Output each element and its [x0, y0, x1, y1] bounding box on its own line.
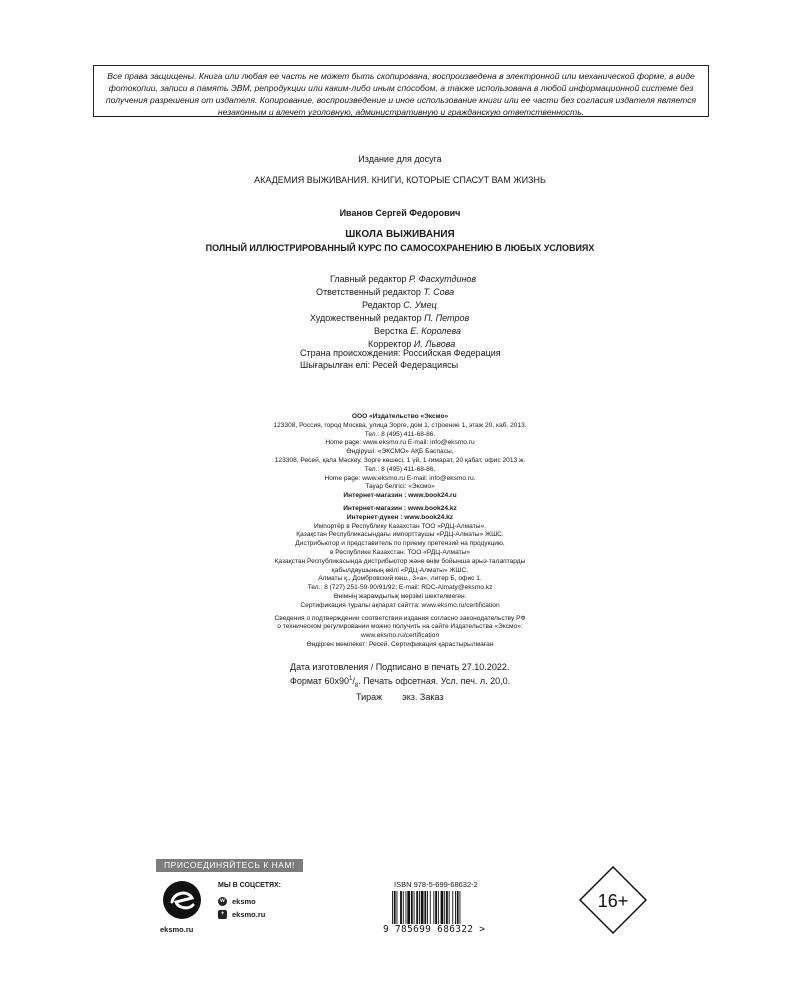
barcode-bar [433, 891, 434, 924]
print-run: Тираж экз. Заказ [356, 691, 444, 702]
age-rating-badge [578, 865, 648, 935]
editorial-credits [300, 273, 476, 351]
barcode-bar [444, 891, 445, 924]
barcode-bar [435, 891, 437, 924]
barcode-bar [460, 891, 461, 924]
imprint-line: www.eksmo.ru/certification [360, 632, 440, 640]
barcode-bar [406, 891, 407, 924]
barcode-bar [452, 891, 453, 924]
barcode-bar [455, 891, 456, 924]
barcode-bar [400, 891, 402, 924]
barcode-bar [411, 891, 413, 924]
imprint-line: Сертификация туралы ақпарат сайтта: www.eksmo.ru/certification [300, 601, 500, 609]
series-title: АКАДЕМИЯ ВЫЖИВАНИЯ. КНИГИ, КОТОРЫЕ СПАСУТ ВАМ ЖИЗНЬ [254, 175, 546, 185]
barcode-bar [427, 891, 428, 924]
imprint-line: Тел.: 8 (495) 411-68-86. [364, 465, 436, 473]
age-rating-text: 16+ [597, 891, 629, 911]
origin-ru: Страна происхождения: Российская Федерация [300, 348, 501, 358]
social-label: eksmo.ru [232, 910, 266, 919]
print-details [290, 662, 510, 703]
imprint-line: 123308, Россия, город Москва, улица Зорге, дом 1, строение 1, этаж 20, каб. 2013. [273, 421, 527, 429]
imprint-line: Алматы қ., Домбровский көш., 3«а», литер Б, офис 1. [318, 575, 482, 583]
imprint-line: Қазақстан Республикасындағы импорттаушы «РДЦ-Алматы» ЖШС. [296, 531, 504, 539]
social-label: eksmo [232, 897, 256, 906]
imprint-line: Импортёр в Республику Казахстан ТОО «РДЦ-Алматы». [314, 522, 486, 530]
imprint-line: Интернет-дүкен : www.book24.kz [346, 513, 454, 521]
social-vk[interactable] [218, 897, 256, 906]
credit-line: Корректор И. Львова [368, 339, 456, 349]
print-date: Дата изготовления / Подписано в печать 27.10.2022. [290, 662, 510, 672]
imprint-line: Интернет-магазин : www.book24.kz [343, 504, 457, 512]
imprint-line: Қазақстан Республикасында дистрибьютор және өнім бойынша арыз-талаптарды [274, 557, 526, 565]
site-url[interactable]: eksmo.ru [160, 925, 194, 934]
book-title: ШКОЛА ВЫЖИВАНИЯ [345, 229, 455, 240]
origin-kz: Шығарылған елі: Ресей Федерациясы [300, 360, 459, 370]
barcode-number: 9 785699 686322 > [383, 924, 486, 935]
barcode-bar [421, 891, 424, 924]
barcode-bar [430, 891, 431, 924]
print-format: Формат $60x90^1/_8$. Печать офсетная. Усл. печ. л. 20,0. [290, 675, 511, 689]
imprint-line: Home page: www.eksmo.ru E-mail: info@eksmo.ru [325, 439, 475, 447]
credit-line: Главный редактор Р. Фасхутдинов [330, 274, 477, 284]
imprint-line: қабылдаушының өкілі «РДЦ-Алматы» ЖШС, [331, 566, 469, 574]
imprint-line: Дистрибьютор и представитель по приему претензий на продукцию, [295, 540, 505, 548]
eksmo-logo-icon [162, 880, 202, 920]
barcode-bar [394, 891, 396, 924]
barcode-bar [407, 891, 410, 924]
barcode-bar [419, 891, 420, 924]
plus-icon: + [218, 910, 227, 919]
imprint-line: ООО «Издательство «Эксмо» [351, 413, 449, 420]
vk-icon: w [218, 897, 227, 906]
imprint-line: о техническом регулировании можно получить на сайте Издательства «Эксмо»: [277, 623, 523, 631]
country-of-origin [300, 347, 501, 371]
imprint-line: в Республике Казахстан: ТОО «РДЦ-Алматы» [329, 548, 471, 556]
imprint-line: Home page: www.eksmo.ru E-mail: info@eksmo.ru. [324, 474, 476, 482]
imprint-line: Тауар белгісі: «Эксмо» [365, 483, 435, 491]
publisher-imprint [0, 413, 800, 650]
imprint-line: Өнімнің жарамдылық мерзімі шектелмеген. [333, 592, 467, 600]
barcode-bar [392, 891, 393, 924]
join-us-banner: ПРИСОЕДИНЯЙТЕСЬ К НАМ! [156, 859, 303, 872]
credit-line: Редактор С. Умец [362, 300, 437, 310]
barcode-bar [438, 891, 439, 924]
social-site[interactable] [218, 910, 265, 919]
credit-line: Художественный редактор П. Петров [310, 313, 470, 323]
social-header: МЫ В СОЦСЕТЯХ: [218, 882, 282, 889]
credit-line: Ответственный редактор Т. Сова [316, 287, 455, 297]
barcode-icon [392, 891, 487, 924]
barcode-bar [457, 891, 459, 924]
copyright-notice: Все права защищены. Книга или любая ее часть не может быть скопирована, воспроизведена в электронной или механической форме, в виде фотокопии, записи в память ЭВМ, репродукции или каким-либо иным способом, а также использована в любой информационной системе без получения разрешения от издателя. Копирование, воспроизведение и иное использование книги или ее части без согласия издателя является незаконным и влечет уголовную, административную и гражданскую ответственность. [93, 65, 709, 117]
barcode-bar [414, 891, 415, 924]
credit-line: Верстка Е. Королева [374, 326, 462, 336]
barcode-bar [446, 891, 448, 924]
imprint-line: Интернет-магазин : www.book24.ru [343, 492, 457, 500]
author-name: Иванов Сергей Федорович [339, 208, 461, 218]
edition-type: Издание для досуга [358, 154, 442, 164]
imprint-line: Тел.: 8 (495) 411-68-86. [364, 430, 436, 438]
imprint-line: Тел.: 8 (727) 251-59-90/91/92; E-mail: RDC-Almaty@eksmo.kz [307, 584, 493, 592]
book-subtitle: ПОЛНЫЙ ИЛЛЮСТРИРОВАННЫЙ КУРС ПО САМОСОХРАНЕНИЮ В ЛЮБЫХ УСЛОВИЯХ [205, 243, 595, 253]
barcode-bar [397, 891, 398, 924]
imprint-line: Өндіруші: «ЭКСМО» АҚБ Баспасы, [346, 448, 454, 456]
barcode-bar [416, 891, 418, 924]
imprint-line: Өндірген мемлекет: Ресей. Сертификация қарастырылмаған [306, 640, 494, 648]
barcode-bar [424, 891, 426, 924]
barcode-bar [449, 891, 450, 924]
imprint-line: Сведения о подтверждении соответствия издания согласно законодательству РФ [274, 614, 526, 622]
isbn: ISBN 978-5-699-68632-2 [394, 880, 478, 889]
barcode-bar [403, 891, 404, 924]
imprint-line: 123308, Ресей, қала Мәскеу, Зорге көшесі, 1 үй, 1 ғимарат, 20 қабат, офис 2013 ж. [274, 456, 526, 464]
barcode-bar [441, 891, 444, 924]
